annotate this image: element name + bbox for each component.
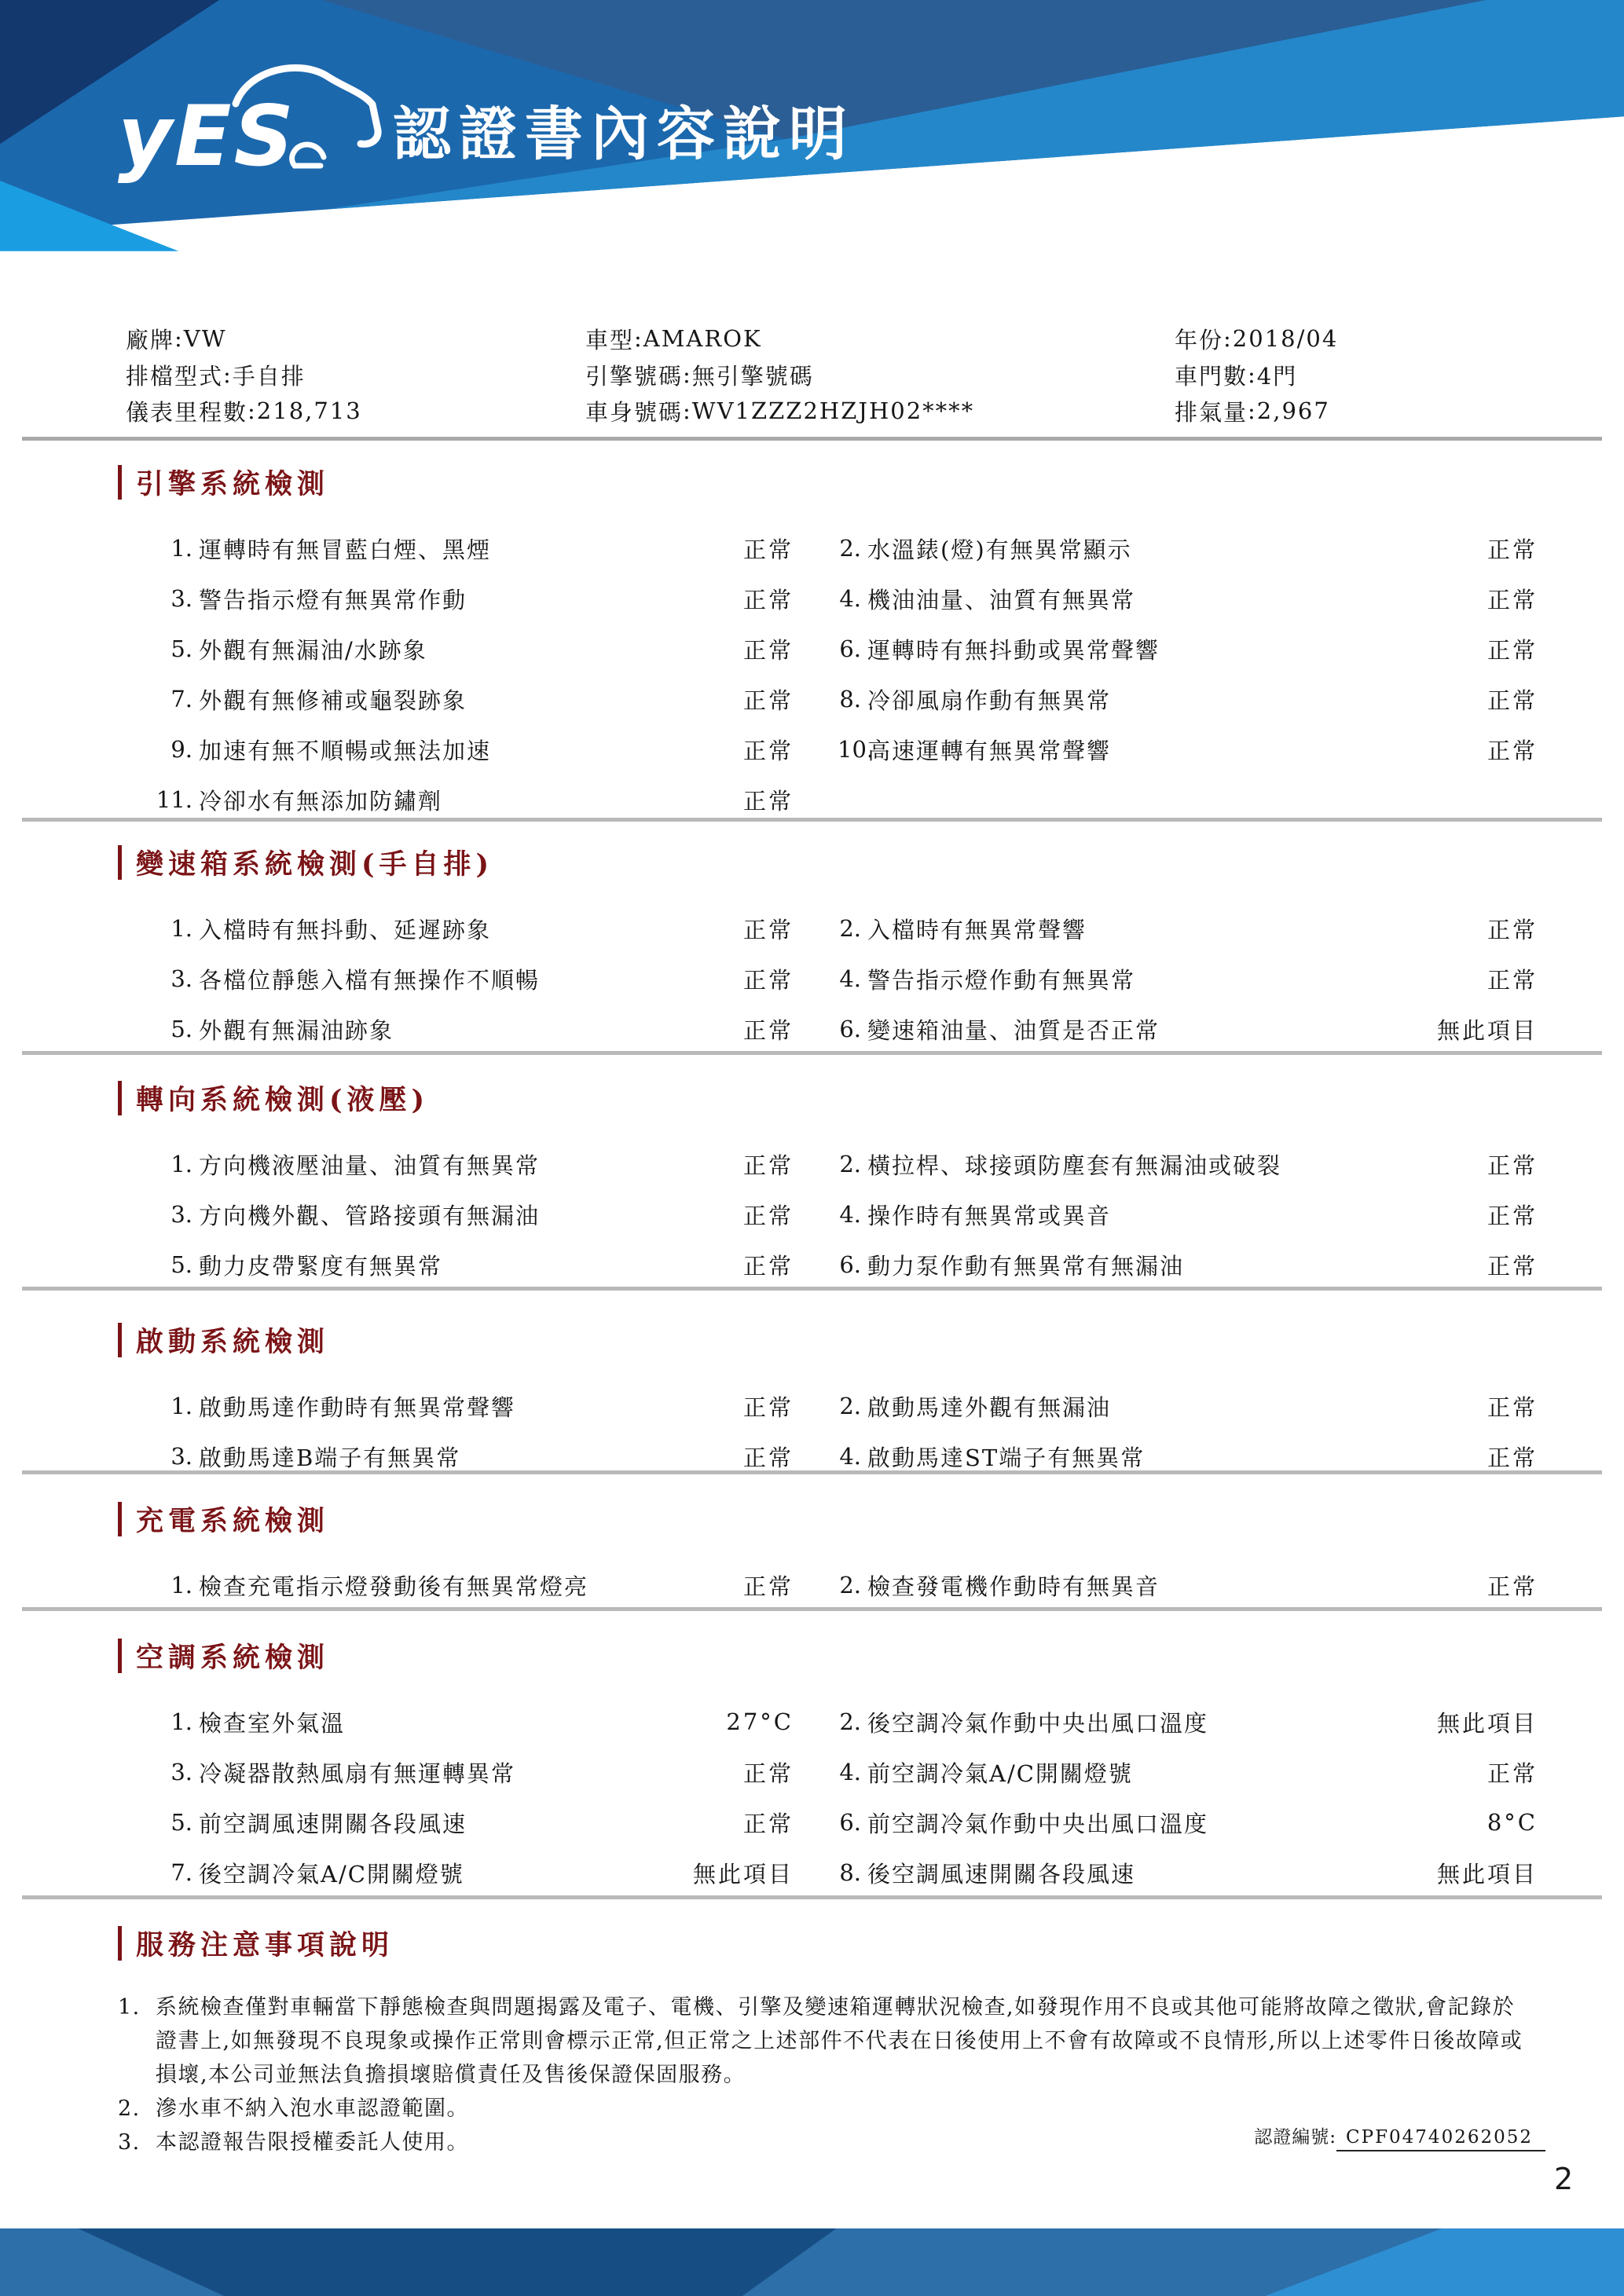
inspection-item [118,1013,794,1045]
item-value: 正常 [742,1152,794,1179]
info-label: 車型 [585,326,635,353]
item-label: 啟動馬達B端子有無異常 [199,1444,461,1471]
item-number: 3. [170,1443,192,1470]
inspection-item [118,913,794,945]
service-note [118,1990,1530,2092]
yes-logo [118,46,389,211]
item-number: 7. [170,686,192,712]
inspection-item [838,1857,1538,1889]
inspection-item [118,1148,794,1181]
item-label: 加速有無不順暢或無法加速 [199,737,492,764]
inspection-row [118,903,1538,954]
item-number: 6. [839,1809,861,1836]
item-value: 正常 [742,1810,794,1837]
item-label: 前空調風速開關各段風速 [199,1810,467,1837]
item-value: 正常 [742,1444,794,1471]
vehicle-info-field [585,357,1175,393]
section-charging [118,1499,1538,1610]
vehicle-info [126,320,1545,429]
item-value: 正常 [1487,1573,1538,1600]
inspection-row [118,573,1538,624]
logo-text: yES [118,88,296,185]
inspection-item [838,583,1538,615]
info-value: 2,967 [1256,397,1330,424]
section-title [118,462,1538,503]
info-label: 車身號碼 [585,398,684,426]
item-number: 1. [170,1708,192,1735]
item-number: 3. [170,1759,192,1785]
inspection-row [118,1847,1538,1898]
inspection-item [118,784,794,816]
item-value: 正常 [1487,687,1538,714]
page-number: 2 [1554,2162,1574,2196]
item-value: 正常 [742,966,794,994]
inspection-item [838,533,1538,565]
item-label: 冷卻風扇作動有無異常 [867,687,1112,714]
section-title-accent-bar [118,1323,122,1357]
vehicle-info-field [126,320,585,357]
item-label: 冷卻水有無添加防鏽劑 [199,787,443,815]
inspection-item [118,1569,794,1602]
item-label: 警告指示燈作動有無異常 [867,966,1136,994]
item-number: 1. [170,915,192,942]
item-value: 27°C [726,1708,794,1735]
inspection-item [838,1441,1538,1473]
certificate-number [1254,2122,1545,2148]
inspection-item [838,633,1538,665]
item-label: 警告指示燈有無異常作動 [199,586,467,613]
item-value: 正常 [1487,636,1538,664]
section-title-text: 服務注意事項說明 [136,1929,394,1961]
item-label: 方向機液壓油量、油質有無異常 [199,1152,541,1179]
info-value: AMAROK [643,325,762,352]
item-label: 啟動馬達外觀有無漏油 [867,1393,1112,1421]
inspection-row [118,1189,1538,1240]
info-label: 廠牌 [126,326,175,353]
item-value: 正常 [742,536,794,563]
info-label: 引擎號碼 [585,362,684,390]
divider [22,1895,1602,1899]
item-number: 3. [170,585,192,612]
section-title [118,1923,1530,1964]
section-title-accent-bar [118,845,122,880]
inspection-item [118,1706,794,1738]
note-number: 1. [118,1995,141,2020]
item-number: 3. [170,1201,192,1228]
item-value: 正常 [1487,586,1538,613]
item-number: 7. [170,1859,192,1886]
info-colon: : [1248,361,1257,388]
section-title-text: 啟動系統檢測 [136,1326,330,1358]
item-number: 9. [170,736,192,763]
info-value: 218,713 [256,397,362,424]
item-label: 動力皮帶緊度有無異常 [199,1252,443,1280]
inspection-row [118,1747,1538,1797]
item-value: 正常 [742,1393,794,1421]
item-label: 水溫錶(燈)有無異常顯示 [867,536,1132,563]
info-colon: : [1248,397,1257,424]
certificate-number-value: CPF04740262052 [1336,2127,1545,2151]
inspection-item [118,1441,794,1473]
item-label: 運轉時有無抖動或異常聲響 [867,636,1160,664]
section-title-text: 引擎系統檢測 [136,468,330,500]
header-banner [0,0,1624,306]
section-title [118,1635,1538,1676]
item-number: 6. [839,1251,861,1278]
item-value: 正常 [1487,1760,1538,1787]
item-number: 5. [170,1809,192,1836]
section-title-text: 空調系統檢測 [136,1642,330,1674]
item-number: 1. [170,1393,192,1419]
item-label: 外觀有無漏油/水跡象 [199,636,427,664]
info-label: 車門數 [1175,362,1248,390]
item-number: 2. [839,535,861,562]
info-value: 2018/04 [1232,325,1339,352]
section-title-accent-bar [118,1926,122,1961]
item-label: 動力泵作動有無異常有無漏油 [867,1252,1185,1280]
item-value: 正常 [742,1252,794,1280]
item-number: 4. [839,1443,861,1470]
item-label: 操作時有無異常或異音 [867,1202,1112,1229]
item-value: 正常 [1487,916,1538,943]
item-value: 無此項目 [1436,1709,1538,1737]
item-value: 正常 [1487,1252,1538,1280]
item-number: 4. [839,1201,861,1228]
item-label: 後空調冷氣A/C開關燈號 [199,1860,464,1888]
item-number: 5. [170,1251,192,1278]
item-label: 運轉時有無冒藍白煙、黑煙 [199,536,492,563]
info-colon: : [1223,325,1233,352]
item-number: 5. [170,635,192,662]
info-label: 排檔型式 [126,362,224,390]
info-value: 手自排 [232,362,306,390]
item-label: 啟動馬達作動時有無異常聲響 [199,1393,516,1421]
item-label: 檢查室外氣溫 [199,1709,346,1737]
section-aircon [118,1635,1538,1898]
item-number: 4. [839,585,861,612]
inspection-row [118,954,1538,1004]
vehicle-info-field [1175,357,1545,393]
inspection-row [118,1560,1538,1610]
inspection-item [838,1249,1538,1281]
inspection-item [118,1857,794,1889]
note-number: 3. [118,2130,141,2155]
item-value: 正常 [742,916,794,943]
inspection-item [118,1199,794,1231]
inspection-item [838,1199,1538,1231]
item-value: 正常 [1487,966,1538,994]
item-label: 檢查充電指示燈發動後有無異常燈亮 [199,1573,589,1600]
certificate-number-label: 認證編號: [1254,2127,1336,2148]
info-colon: : [247,397,257,424]
section-title-text: 充電系統檢測 [136,1505,330,1537]
info-colon: : [683,361,692,388]
item-number: 1. [170,1151,192,1177]
inspection-row [118,724,1538,774]
divider [22,1607,1602,1611]
section-title-accent-bar [118,1502,122,1536]
car-wheel-icon [292,145,324,166]
item-value: 正常 [742,586,794,613]
note-text: 滲水車不納入泡水車認證範圍。 [156,2096,469,2121]
vehicle-info-field [126,357,585,393]
item-value: 正常 [742,737,794,764]
item-label: 後空調冷氣作動中央出風口溫度 [867,1709,1209,1737]
item-label: 機油油量、油質有無異常 [867,586,1136,613]
info-colon: : [223,361,233,388]
item-label: 高速運轉有無異常聲響 [867,737,1112,764]
item-label: 前空調冷氣作動中央出風口溫度 [867,1810,1209,1837]
item-number: 8. [839,1859,861,1886]
page-title: 認證書內容說明 [393,101,855,168]
item-value: 無此項目 [692,1860,794,1888]
item-label: 啟動馬達ST端子有無異常 [867,1444,1146,1471]
item-number: 8. [839,686,861,712]
section-steering [118,1078,1538,1290]
item-label: 後空調風速開關各段風速 [867,1860,1136,1888]
section-transmission [118,842,1538,1054]
item-label: 方向機外觀、管路接頭有無漏油 [199,1202,541,1229]
info-value: WV1ZZZ2HZJH02**** [691,397,975,424]
item-number: 2. [839,1572,861,1598]
item-number: 11. [156,786,192,813]
item-value: 無此項目 [1436,1860,1538,1888]
inspection-row [118,1381,1538,1431]
inspection-row [118,1240,1538,1290]
item-value: 無此項目 [1436,1016,1538,1044]
info-label: 年份 [1175,326,1224,353]
item-value: 正常 [1487,1152,1538,1179]
item-number: 4. [839,965,861,992]
item-label: 外觀有無漏油跡象 [199,1016,394,1044]
inspection-item [118,1756,794,1789]
divider [22,1051,1602,1055]
info-colon: : [634,325,643,352]
item-label: 外觀有無修補或龜裂跡象 [199,687,467,714]
item-value: 正常 [1487,1202,1538,1229]
item-label: 檢查發電機作動時有無異音 [867,1573,1160,1600]
inspection-item [838,1148,1538,1181]
inspection-item [118,533,794,565]
inspection-row [118,1697,1538,1747]
info-value: 4門 [1256,362,1298,390]
footer-banner [0,2228,1624,2296]
section-starter [118,1320,1538,1481]
inspection-item [118,963,794,995]
inspection-row [118,1004,1538,1054]
item-value: 正常 [742,1202,794,1229]
vehicle-info-field [1175,393,1545,429]
item-value: 正常 [742,636,794,664]
inspection-item [838,734,1538,766]
item-number: 3. [170,965,192,992]
item-label: 入檔時有無異常聲響 [867,916,1087,943]
note-text: 本認證報告限授權委託人使用。 [156,2130,469,2155]
divider [22,437,1602,441]
item-value: 正常 [1487,737,1538,764]
item-number: 5. [170,1016,192,1042]
service-note [118,2092,1530,2126]
inspection-item [118,1249,794,1281]
inspection-item [118,683,794,716]
inspection-row [118,1139,1538,1189]
info-colon: : [174,325,184,352]
info-value: VW [183,325,227,352]
divider [22,1470,1602,1474]
item-label: 變速箱油量、油質是否正常 [867,1016,1160,1044]
item-value: 8°C [1487,1809,1538,1836]
inspection-item [838,1013,1538,1045]
inspection-item [838,1390,1538,1423]
info-colon: : [683,397,692,424]
info-label: 排氣量 [1175,398,1248,426]
inspection-item [838,1569,1538,1602]
inspection-row [118,1797,1538,1847]
section-title [118,1078,1538,1119]
item-label: 各檔位靜態入檔有無操作不順暢 [199,966,541,994]
item-value: 正常 [1487,536,1538,563]
info-value: 無引擎號碼 [691,362,814,390]
info-label: 儀表里程數 [126,398,248,426]
item-number: 2. [839,1151,861,1177]
item-value: 正常 [742,787,794,815]
inspection-item [838,1756,1538,1789]
item-number: 1. [170,1572,192,1598]
vehicle-info-field [585,320,1175,357]
item-label: 橫拉桿、球接頭防塵套有無漏油或破裂 [867,1152,1282,1179]
inspection-item [838,1706,1538,1738]
inspection-item [838,913,1538,945]
divider [22,818,1602,822]
item-value: 正常 [742,1760,794,1787]
section-title-accent-bar [118,465,122,500]
item-value: 正常 [742,1573,794,1600]
item-number: 6. [839,635,861,662]
inspection-item [118,1390,794,1423]
inspection-row [118,674,1538,724]
item-value: 正常 [1487,1444,1538,1471]
section-title-accent-bar [118,1639,122,1673]
item-number: 6. [839,1016,861,1042]
item-label: 入檔時有無抖動、延遲跡象 [199,916,492,943]
inspection-row [118,523,1538,573]
vehicle-info-field [1175,320,1545,357]
item-label: 前空調冷氣A/C開關燈號 [867,1760,1133,1787]
item-number: 1. [170,535,192,562]
section-engine [118,462,1538,825]
item-number: 2. [839,1393,861,1419]
vehicle-info-field [585,393,1175,429]
note-text: 系統檢查僅對車輛當下靜態檢查與問題揭露及電子、電機、引擎及變速箱運轉狀況檢查,如發現作用不良或其他可能將故障之徵狀,會記錄於證書上,如無發現不良現象或操作正常則會標示正常,但正常之上述部件不代表在日後使用上不會有故障或不良情形,所以上述零件日後故障或損壞,本公司並無法負擔損壞賠償責任及售後保證保固服務。 [156,1995,1523,2087]
inspection-item [118,1807,794,1839]
section-title-text: 轉向系統檢測(液壓) [136,1084,430,1116]
section-title [118,842,1538,883]
inspection-item [838,683,1538,716]
item-value: 正常 [742,1016,794,1044]
inspection-item [118,583,794,615]
vehicle-info-field [126,393,585,429]
item-number: 4. [839,1759,861,1785]
section-title [118,1499,1538,1540]
inspection-item [118,734,794,766]
item-value: 正常 [742,687,794,714]
item-number: 10. [838,736,874,763]
item-number: 2. [839,915,861,942]
inspection-item [838,1807,1538,1839]
item-value: 正常 [1487,1393,1538,1421]
section-title-accent-bar [118,1081,122,1115]
item-label: 冷凝器散熱風扇有無運轉異常 [199,1760,516,1787]
section-title [118,1320,1538,1360]
note-number: 2. [118,2096,141,2121]
section-title-text: 變速箱系統檢測(手自排) [136,848,494,881]
item-number: 2. [839,1708,861,1735]
inspection-item [118,633,794,665]
inspection-item [838,963,1538,995]
divider [22,1287,1602,1291]
inspection-row [118,624,1538,674]
